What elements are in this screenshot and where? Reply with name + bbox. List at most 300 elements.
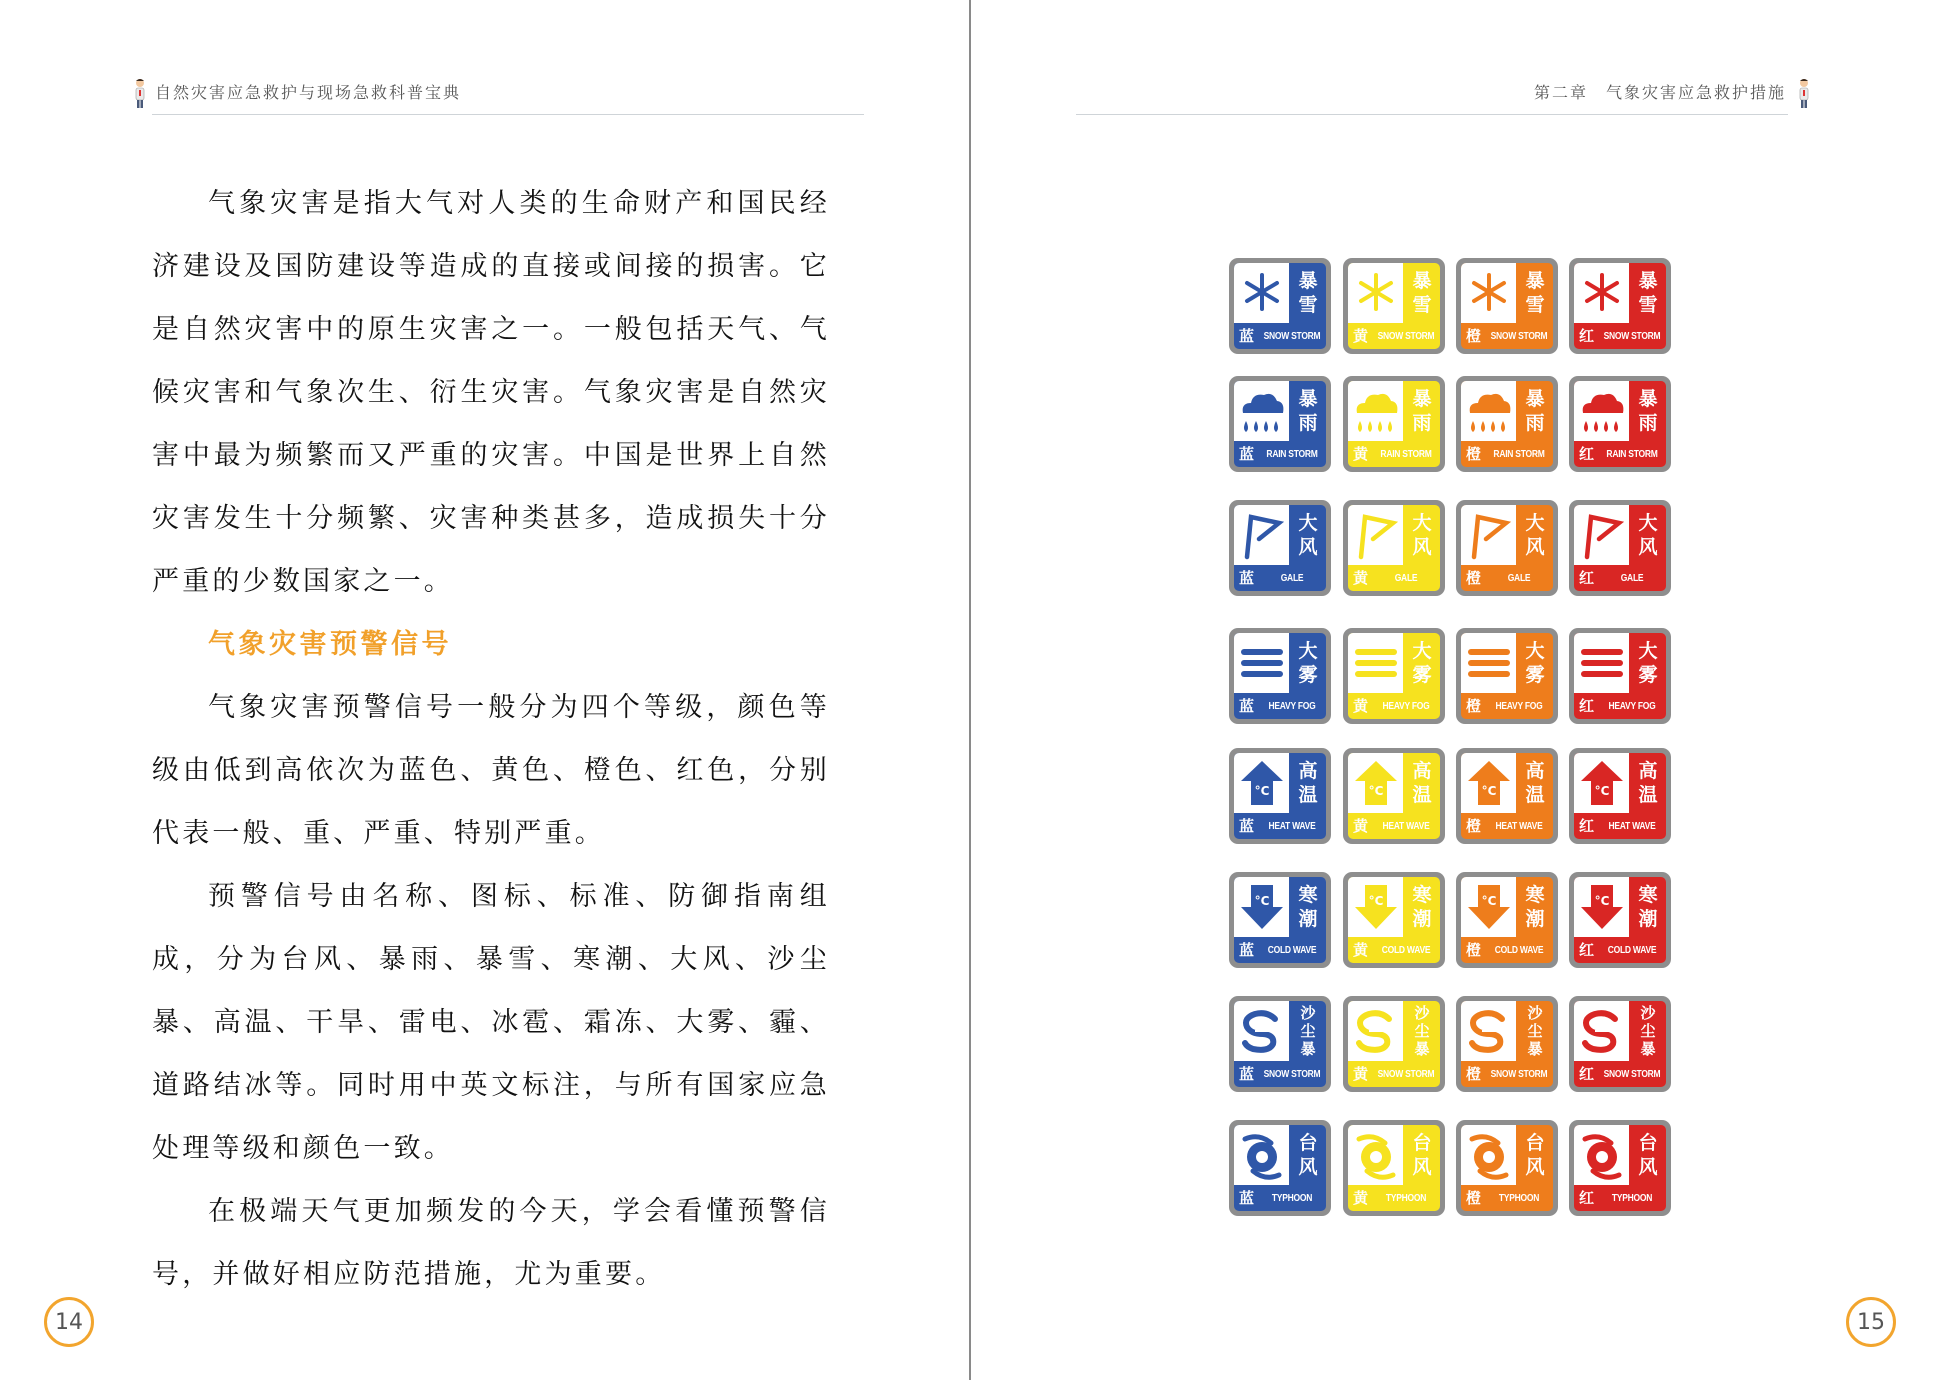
signal-name-char: 暴 (1298, 388, 1318, 410)
signal-name-char: 暴 (1412, 270, 1432, 292)
signal-name-char: 雪 (1298, 294, 1318, 316)
sand-icon (1464, 1005, 1514, 1057)
signal-name (1517, 877, 1553, 937)
heat-warning-signal (1456, 748, 1558, 844)
signal-name (1517, 505, 1553, 565)
signal-face (1461, 633, 1553, 719)
signal-english-name: HEAVY FOG (1382, 701, 1430, 712)
signal-name-char: 尘 (1414, 1022, 1430, 1040)
signal-name-char: 雨 (1525, 412, 1545, 434)
signal-name (1630, 1001, 1666, 1061)
snowflake-icon (1577, 267, 1627, 319)
signal-english-name: RAIN STORM (1266, 449, 1318, 460)
signal-name-char: 沙 (1414, 1004, 1430, 1022)
celsius-label: °C (1594, 894, 1610, 908)
signal-name-char: 潮 (1638, 908, 1658, 930)
signal-name-char: 沙 (1300, 1004, 1316, 1022)
signal-name-char: 潮 (1298, 908, 1318, 930)
heat-icon (1351, 757, 1401, 809)
signal-name-char: 大 (1638, 640, 1658, 662)
signal-english-name: HEAVY FOG (1495, 701, 1543, 712)
signal-name-char: 台 (1412, 1132, 1432, 1154)
signal-name (1517, 633, 1553, 693)
signal-english-name: SNOW STORM (1603, 331, 1661, 342)
signal-icon-area (1234, 877, 1289, 937)
flag-warning-signal (1343, 500, 1445, 596)
signal-bottom-strip (1574, 324, 1666, 349)
section-paragraph: 在极端天气更加频发的今天，学会看懂预警信号，并做好相应防范措施，尤为重要。 (152, 1196, 830, 1290)
signal-face (1574, 633, 1666, 719)
signal-bottom-strip (1461, 1062, 1553, 1087)
signal-row (1229, 258, 1659, 356)
signal-name (1290, 1001, 1326, 1061)
cold-warning-signal (1569, 872, 1671, 968)
signal-level-label: 蓝 (1238, 817, 1254, 835)
flag-warning-signal (1569, 500, 1671, 596)
signal-name-char: 寒 (1412, 884, 1432, 906)
signal-name (1404, 753, 1440, 813)
signal-row (1229, 748, 1659, 846)
sand-warning-signal (1229, 996, 1331, 1092)
flag-warning-signal (1456, 500, 1558, 596)
signal-english-name: HEAVY FOG (1608, 701, 1656, 712)
signal-level-label: 橙 (1465, 1065, 1481, 1083)
snowflake-warning-signal (1229, 258, 1331, 354)
fog-warning-signal (1569, 628, 1671, 724)
signal-name (1517, 1001, 1553, 1061)
signal-name-char: 雾 (1638, 664, 1658, 686)
signal-icon-area (1574, 1001, 1629, 1061)
rain-icon (1577, 385, 1627, 437)
flag-icon (1577, 509, 1627, 561)
right-page (971, 0, 1941, 1380)
signal-name-char: 雨 (1412, 412, 1432, 434)
rain-warning-signal (1569, 376, 1671, 472)
signal-name-char: 潮 (1412, 908, 1432, 930)
signal-face (1574, 877, 1666, 963)
signal-english-name: SNOW STORM (1263, 1069, 1321, 1080)
signal-icon-area (1348, 753, 1403, 813)
signal-icon-area (1461, 505, 1516, 565)
signal-english-name: SNOW STORM (1377, 331, 1435, 342)
snowflake-icon (1237, 267, 1287, 319)
signal-icon-area (1461, 381, 1516, 441)
signal-face (1461, 877, 1553, 963)
signal-english-name: TYPHOON (1271, 1193, 1313, 1204)
signal-icon-area (1461, 1001, 1516, 1061)
signal-name (1630, 633, 1666, 693)
signal-icon-area (1574, 753, 1629, 813)
cold-warning-signal (1456, 872, 1558, 968)
signal-name-char: 大 (1298, 640, 1318, 662)
signal-face (1234, 633, 1326, 719)
signal-face (1461, 753, 1553, 839)
rain-icon (1351, 385, 1401, 437)
signal-english-name: COLD WAVE (1494, 945, 1544, 956)
signal-name-char: 雾 (1412, 664, 1432, 686)
fog-icon (1237, 637, 1287, 689)
signal-row (1229, 500, 1659, 598)
sand-warning-signal (1343, 996, 1445, 1092)
signal-face (1574, 1001, 1666, 1087)
signal-level-label: 红 (1578, 569, 1594, 587)
signal-bottom-strip (1574, 442, 1666, 467)
signal-name-char: 大 (1525, 512, 1545, 534)
signal-english-name: HEAT WAVE (1495, 821, 1543, 832)
signal-icon-area (1461, 633, 1516, 693)
signal-icon-area (1348, 877, 1403, 937)
signal-name (1517, 1125, 1553, 1185)
typhoon-icon (1577, 1129, 1627, 1181)
signal-name-char: 暴 (1640, 1040, 1656, 1058)
signal-english-name: COLD WAVE (1607, 945, 1657, 956)
signal-name-char: 大 (1412, 512, 1432, 534)
signal-bottom-strip (1348, 1186, 1440, 1211)
heat-warning-signal (1343, 748, 1445, 844)
signal-level-label: 黄 (1352, 445, 1368, 463)
signal-name-char: 寒 (1298, 884, 1318, 906)
celsius-label: °C (1481, 894, 1497, 908)
signal-bottom-strip (1461, 1186, 1553, 1211)
signal-bottom-strip (1574, 1062, 1666, 1087)
signal-face (1574, 381, 1666, 467)
signal-english-name: RAIN STORM (1380, 449, 1432, 460)
intro-paragraph: 气象灾害是指大气对人类的生命财产和国民经济建设及国防建设等造成的直接或间接的损害。它是自然灾害中的原生灾害之一。一般包括天气、气候灾害和气象次生、衍生灾害。气象灾害是自然灾害中最为频繁而又严重的灾害。中国是世界上自然灾害发生十分频繁、灾害种类甚多，造成损失十分严重的少数国家之一。 (152, 188, 830, 597)
typhoon-warning-signal (1456, 1120, 1558, 1216)
signal-level-label: 红 (1578, 817, 1594, 835)
signal-face (1348, 1125, 1440, 1211)
signal-name-char: 大 (1525, 640, 1545, 662)
signal-name (1630, 505, 1666, 565)
signal-icon-area (1574, 381, 1629, 441)
signal-name-char: 雨 (1298, 412, 1318, 434)
signal-name (1404, 633, 1440, 693)
signal-english-name: HEAT WAVE (1268, 821, 1316, 832)
signal-name (1630, 381, 1666, 441)
signal-name-char: 台 (1298, 1132, 1318, 1154)
fog-warning-signal (1456, 628, 1558, 724)
header-rule (1076, 114, 1788, 115)
fog-warning-signal (1229, 628, 1331, 724)
signal-icon-area (1348, 263, 1403, 323)
cold-warning-signal (1343, 872, 1445, 968)
signal-name-char: 沙 (1527, 1004, 1543, 1022)
signal-bottom-strip (1574, 938, 1666, 963)
signal-bottom-strip (1234, 938, 1326, 963)
signal-level-label: 黄 (1352, 941, 1368, 959)
signal-english-name: COLD WAVE (1267, 945, 1317, 956)
signal-name (1517, 381, 1553, 441)
signal-bottom-strip (1574, 566, 1666, 591)
signal-level-label: 橙 (1465, 697, 1481, 715)
celsius-label: °C (1368, 894, 1384, 908)
snowflake-icon (1351, 267, 1401, 319)
signal-bottom-strip (1348, 1062, 1440, 1087)
signal-icon-area (1234, 381, 1289, 441)
signal-icon-area (1574, 1125, 1629, 1185)
flag-icon (1237, 509, 1287, 561)
snowflake-icon (1464, 267, 1514, 319)
celsius-label: °C (1481, 784, 1497, 798)
signal-name-char: 风 (1638, 536, 1658, 558)
signal-bottom-strip (1461, 938, 1553, 963)
signal-face (1348, 381, 1440, 467)
rain-icon (1464, 385, 1514, 437)
heat-warning-signal (1569, 748, 1671, 844)
sand-warning-signal (1569, 996, 1671, 1092)
signal-name-char: 风 (1298, 536, 1318, 558)
signal-level-label: 红 (1578, 327, 1594, 345)
signal-level-label: 蓝 (1238, 941, 1254, 959)
rain-warning-signal (1456, 376, 1558, 472)
signal-icon-area (1461, 263, 1516, 323)
signal-bottom-strip (1234, 324, 1326, 349)
signal-level-label: 橙 (1465, 1189, 1481, 1207)
signal-level-label: 蓝 (1238, 445, 1254, 463)
celsius-label: °C (1254, 894, 1270, 908)
left-page (0, 0, 970, 1380)
signal-english-name: HEAT WAVE (1608, 821, 1656, 832)
signal-face (1461, 1001, 1553, 1087)
signal-face (1348, 505, 1440, 591)
signal-name-char: 沙 (1640, 1004, 1656, 1022)
signal-name-char: 尘 (1640, 1022, 1656, 1040)
signal-bottom-strip (1234, 442, 1326, 467)
rain-warning-signal (1229, 376, 1331, 472)
signal-level-label: 橙 (1465, 569, 1481, 587)
signal-bottom-strip (1574, 694, 1666, 719)
signal-bottom-strip (1348, 324, 1440, 349)
signal-face (1461, 1125, 1553, 1211)
signal-english-name: RAIN STORM (1606, 449, 1658, 460)
signal-level-label: 蓝 (1238, 697, 1254, 715)
signal-face (1234, 1001, 1326, 1087)
signal-face (1574, 753, 1666, 839)
signal-name-char: 大 (1298, 512, 1318, 534)
signal-name (1290, 1125, 1326, 1185)
rain-warning-signal (1343, 376, 1445, 472)
signal-english-name: HEAVY FOG (1268, 701, 1316, 712)
signal-name-char: 暴 (1525, 388, 1545, 410)
flag-icon (1464, 509, 1514, 561)
signal-name-char: 暴 (1638, 388, 1658, 410)
snowflake-warning-signal (1456, 258, 1558, 354)
signal-face (1348, 263, 1440, 349)
signal-level-label: 黄 (1352, 1189, 1368, 1207)
header-rule (152, 114, 864, 115)
page-number: 15 (1846, 1297, 1896, 1347)
signal-row (1229, 872, 1659, 970)
cold-warning-signal (1229, 872, 1331, 968)
signal-name (1404, 877, 1440, 937)
signal-name (1630, 263, 1666, 323)
cold-icon (1237, 881, 1287, 933)
signal-icon-area (1234, 753, 1289, 813)
sand-warning-signal (1456, 996, 1558, 1092)
signal-name-char: 温 (1525, 784, 1545, 806)
signal-name-char: 尘 (1527, 1022, 1543, 1040)
signal-english-name: SNOW STORM (1603, 1069, 1661, 1080)
cold-icon (1464, 881, 1514, 933)
signal-icon-area (1574, 633, 1629, 693)
sand-icon (1577, 1005, 1627, 1057)
signal-icon-area (1234, 505, 1289, 565)
signal-name-char: 暴 (1298, 270, 1318, 292)
signal-level-label: 黄 (1352, 327, 1368, 345)
signal-name-char: 风 (1412, 1156, 1432, 1178)
cold-icon (1577, 881, 1627, 933)
signal-english-name: HEAT WAVE (1382, 821, 1430, 832)
signal-bottom-strip (1234, 566, 1326, 591)
signal-name-char: 暴 (1638, 270, 1658, 292)
signal-level-label: 蓝 (1238, 1065, 1254, 1083)
heat-icon (1237, 757, 1287, 809)
signal-bottom-strip (1234, 814, 1326, 839)
flag-icon (1351, 509, 1401, 561)
signal-english-name: SNOW STORM (1377, 1069, 1435, 1080)
signal-level-label: 红 (1578, 697, 1594, 715)
signal-face (1574, 1125, 1666, 1211)
signal-name-char: 雨 (1638, 412, 1658, 434)
signal-name (1404, 505, 1440, 565)
signal-name-char: 雪 (1412, 294, 1432, 316)
signal-level-label: 红 (1578, 1189, 1594, 1207)
signal-name (1630, 753, 1666, 813)
doctor-figure-icon (133, 78, 147, 110)
signal-name-char: 风 (1298, 1156, 1318, 1178)
signal-icon-area (1234, 1125, 1289, 1185)
signal-bottom-strip (1461, 324, 1553, 349)
signal-bottom-strip (1574, 1186, 1666, 1211)
signal-english-name: GALE (1620, 573, 1644, 584)
signal-name-char: 暴 (1414, 1040, 1430, 1058)
signal-icon-area (1461, 877, 1516, 937)
snowflake-warning-signal (1569, 258, 1671, 354)
heat-icon (1464, 757, 1514, 809)
signal-bottom-strip (1348, 814, 1440, 839)
fog-warning-signal (1343, 628, 1445, 724)
signal-level-label: 橙 (1465, 817, 1481, 835)
signal-name-char: 风 (1412, 536, 1432, 558)
signal-name-char: 高 (1298, 760, 1318, 782)
signal-name (1290, 877, 1326, 937)
signal-name (1630, 1125, 1666, 1185)
signal-name-char: 温 (1638, 784, 1658, 806)
signal-icon-area (1574, 263, 1629, 323)
signal-name-char: 大 (1412, 640, 1432, 662)
signal-name (1404, 1001, 1440, 1061)
signal-name-char: 风 (1525, 536, 1545, 558)
signal-bottom-strip (1348, 442, 1440, 467)
celsius-label: °C (1594, 784, 1610, 798)
signal-icon-area (1234, 263, 1289, 323)
body-text (152, 172, 830, 1306)
fog-icon (1464, 637, 1514, 689)
signal-level-label: 黄 (1352, 569, 1368, 587)
cold-icon (1351, 881, 1401, 933)
signal-icon-area (1348, 1125, 1403, 1185)
typhoon-icon (1464, 1129, 1514, 1181)
signal-face (1348, 633, 1440, 719)
signal-english-name: TYPHOON (1385, 1193, 1427, 1204)
typhoon-warning-signal (1569, 1120, 1671, 1216)
signal-icon-area (1348, 633, 1403, 693)
signal-name-char: 高 (1412, 760, 1432, 782)
signal-icon-area (1234, 633, 1289, 693)
signal-face (1234, 381, 1326, 467)
signal-bottom-strip (1348, 694, 1440, 719)
signal-name (1290, 633, 1326, 693)
signal-bottom-strip (1461, 694, 1553, 719)
signal-icon-area (1574, 877, 1629, 937)
signal-name-char: 暴 (1300, 1040, 1316, 1058)
signal-name (1290, 381, 1326, 441)
signal-bottom-strip (1461, 566, 1553, 591)
signal-level-label: 橙 (1465, 445, 1481, 463)
signal-bottom-strip (1234, 694, 1326, 719)
signal-name (1630, 877, 1666, 937)
celsius-label: °C (1368, 784, 1384, 798)
signal-face (1234, 1125, 1326, 1211)
signal-row (1229, 996, 1659, 1094)
signal-name-char: 风 (1638, 1156, 1658, 1178)
signal-level-label: 蓝 (1238, 569, 1254, 587)
signal-english-name: SNOW STORM (1490, 331, 1548, 342)
signal-level-label: 蓝 (1238, 1189, 1254, 1207)
signal-bottom-strip (1461, 442, 1553, 467)
heat-warning-signal (1229, 748, 1331, 844)
signal-face (1234, 753, 1326, 839)
section-paragraph: 预警信号由名称、图标、标准、防御指南组成，分为台风、暴雨、暴雪、寒潮、大风、沙尘暴、高温、干旱、雷电、冰雹、霜冻、大雾、霾、道路结冰等。同时用中英文标注，与所有国家应急处理等级和颜色一致。 (152, 881, 830, 1164)
signal-english-name: GALE (1280, 573, 1304, 584)
signal-english-name: COLD WAVE (1381, 945, 1431, 956)
signal-english-name: RAIN STORM (1493, 449, 1545, 460)
running-head: 第二章 气象灾害应急救护措施 (1533, 83, 1786, 102)
signal-level-label: 红 (1578, 941, 1594, 959)
typhoon-icon (1237, 1129, 1287, 1181)
signal-english-name: SNOW STORM (1490, 1069, 1548, 1080)
signal-bottom-strip (1348, 566, 1440, 591)
signal-name (1517, 263, 1553, 323)
signal-name-char: 风 (1525, 1156, 1545, 1178)
signal-name (1290, 505, 1326, 565)
section-paragraph: 气象灾害预警信号一般分为四个等级，颜色等级由低到高依次为蓝色、黄色、橙色、红色，分别代表一般、重、严重、特别严重。 (152, 692, 830, 849)
rain-icon (1237, 385, 1287, 437)
signal-name-char: 台 (1525, 1132, 1545, 1154)
signal-english-name: GALE (1394, 573, 1418, 584)
flag-warning-signal (1229, 500, 1331, 596)
signal-name-char: 潮 (1525, 908, 1545, 930)
signal-bottom-strip (1461, 814, 1553, 839)
signal-face (1461, 381, 1553, 467)
signal-name-char: 寒 (1525, 884, 1545, 906)
signal-bottom-strip (1348, 938, 1440, 963)
signal-icon-area (1348, 505, 1403, 565)
signal-face (1234, 877, 1326, 963)
signal-face (1461, 263, 1553, 349)
signal-level-label: 黄 (1352, 1065, 1368, 1083)
typhoon-icon (1351, 1129, 1401, 1181)
signal-face (1234, 505, 1326, 591)
snowflake-warning-signal (1343, 258, 1445, 354)
celsius-label: °C (1254, 784, 1270, 798)
signal-row (1229, 376, 1659, 474)
signal-face (1348, 753, 1440, 839)
signal-name (1404, 381, 1440, 441)
signal-row (1229, 628, 1659, 726)
signal-bottom-strip (1234, 1062, 1326, 1087)
page-number: 14 (44, 1297, 94, 1347)
